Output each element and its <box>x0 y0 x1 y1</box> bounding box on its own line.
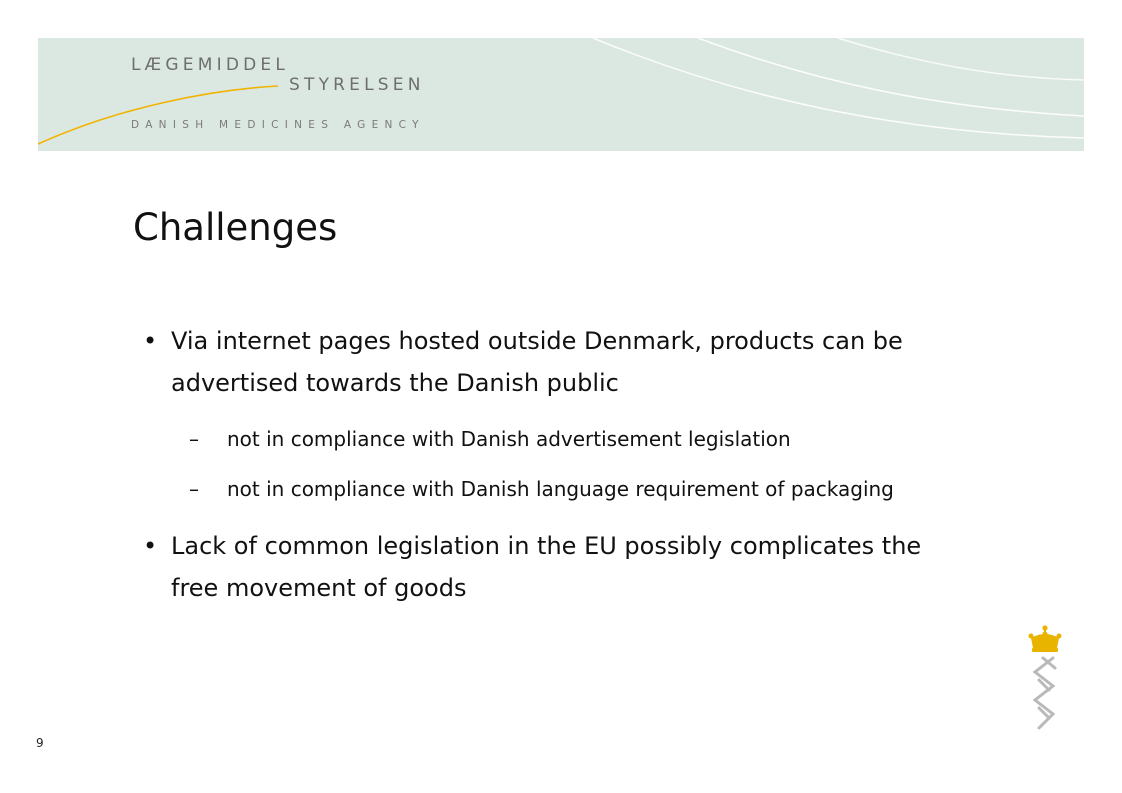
slide-title: Challenges <box>133 206 338 249</box>
dash-symbol: – <box>189 427 199 451</box>
header-banner <box>38 38 1084 151</box>
sub-bullet-text: not in compliance with Danish advertisement legislation <box>227 427 791 451</box>
sub-bullet-item <box>133 471 973 507</box>
sub-bullet-list <box>133 421 973 507</box>
bullet-symbol: • <box>143 327 158 355</box>
dash-symbol: – <box>189 477 199 501</box>
danish-crown-crest-icon <box>1025 624 1065 732</box>
slide-content <box>133 320 973 609</box>
bullet-symbol: • <box>143 532 158 560</box>
page-number: 9 <box>36 736 44 750</box>
logo-tagline: DANISH MEDICINES AGENCY <box>131 119 425 131</box>
logo-text-laegemiddel: LÆGEMIDDEL <box>131 55 290 75</box>
bullet-text: Lack of common legislation in the EU possibly complicates the free movement of goods <box>171 532 922 602</box>
bullet-text: Via internet pages hosted outside Denmark, products can be advertised towards the Danish public <box>171 327 903 397</box>
bullet-item <box>133 525 973 609</box>
bullet-item <box>133 320 973 404</box>
logo-swoosh <box>38 86 278 144</box>
sub-bullet-item <box>133 421 973 457</box>
sub-bullet-text: not in compliance with Danish language requirement of packaging <box>227 477 894 501</box>
logo-text-styrelsen: STYRELSEN <box>289 75 425 95</box>
